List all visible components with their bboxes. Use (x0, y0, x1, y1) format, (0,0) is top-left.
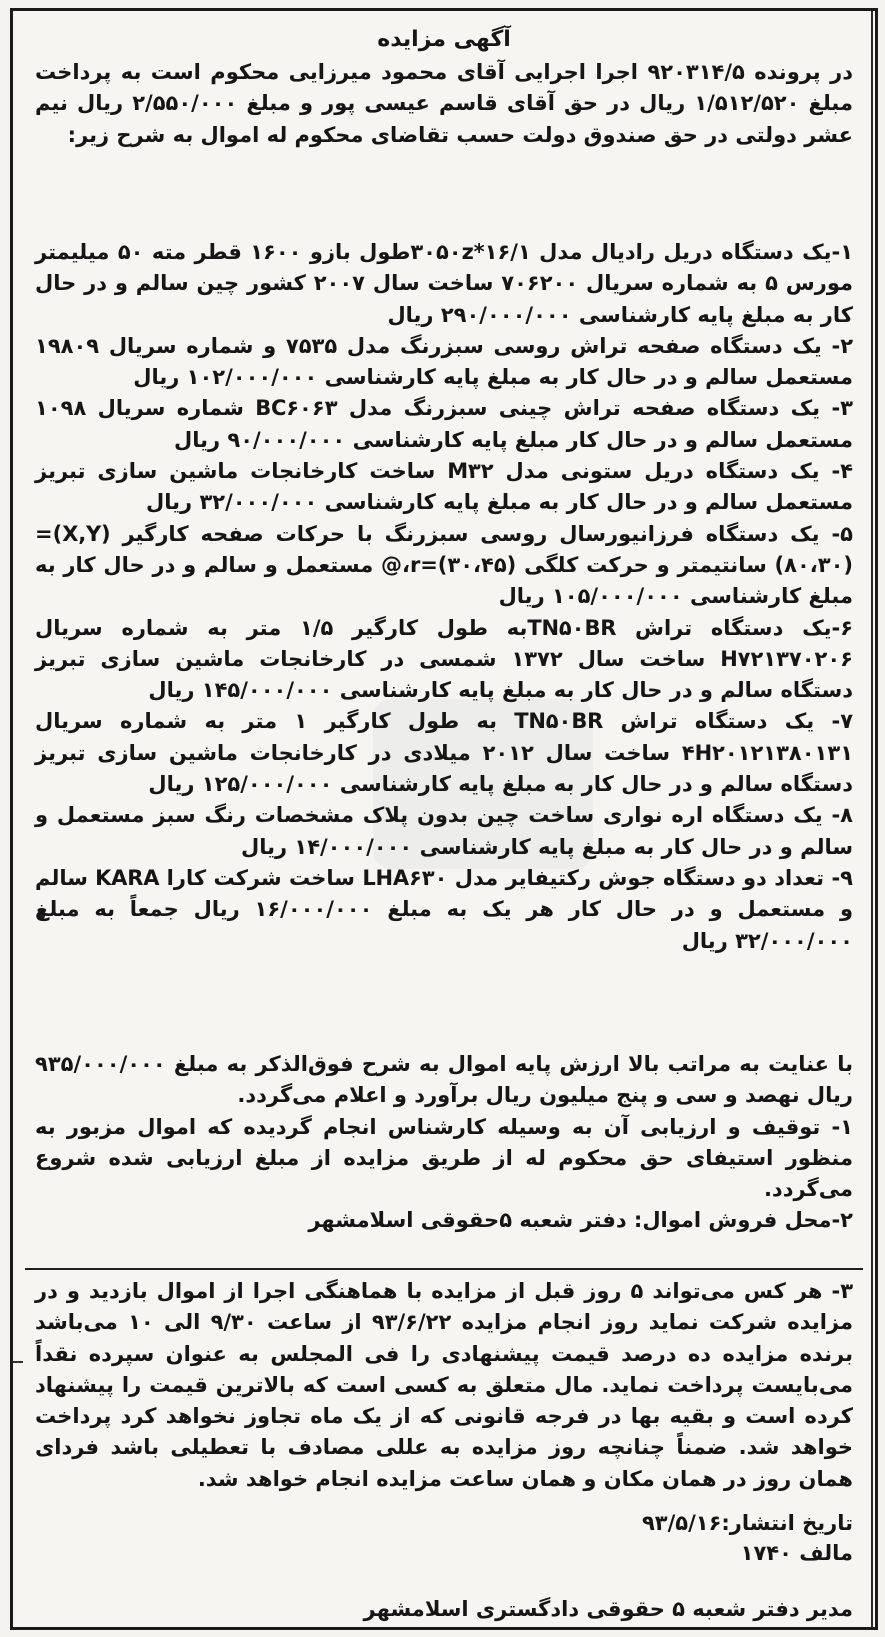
list-item: ۴- یک دستگاه دریل ستونی مدل M۳۲ ساخت کارخانجات ماشین سازی تبریز مستعمل سالم و در حال کار به مبلغ پایه کارشناسی ۳۲/۰۰۰/۰۰۰ ریال (35, 459, 853, 515)
total-paragraph: با عنایت به مراتب بالا ارزش پایه اموال به شرح فوق‌الذکر به مبلغ ۹۳۵/۰۰۰/۰۰۰ ریال نهصد و سی و پنج میلیون ریال برآورد و اعلام می‌گردد. (35, 1052, 853, 1108)
publish-date: تاریخ انتشار:۹۳/۵/۱۶ (641, 1511, 853, 1535)
malef-number: مالف ۱۷۴۰ (740, 1541, 853, 1565)
list-item: ۲- یک دستگاه صفحه تراش روسی سبزرنگ مدل ۷۵۳۵ و شماره سریال ۱۹۸۰۹ مستعمل سالم و در حال کار به مبلغ پایه کارشناسی ۱۰۲/۰۰۰/۰۰۰ ریال (35, 333, 854, 390)
margin-dash (13, 1361, 23, 1363)
list-item: ۱-یک دستگاه دریل رادیال مدل ۱۶/۱*۳۰۵۰zطول بازو ۱۶۰۰ قطر مته ۵۰ میلیمتر مورس ۵ به شماره سریال ۷۰۶۲۰۰ ساخت سال ۲۰۰۷ کشور چین سالم و در حال کار به مبلغ پایه کارشناسی ۲۹۰/۰۰۰/۰۰۰ ریال (35, 240, 854, 327)
clause-3: ۳- هر کس می‌تواند ۵ روز قبل از مزایده با هماهنگی اجرا از اموال بازدید و در مزایده شرکت نماید روز انجام مزایده ۹۳/۶/۲۲ از ساعت ۹/۳۰ الی ۱۰ می‌باشد برنده مزایده ده درصد قیمت پیشنهادی را فی المجلس به عنوان سپرده نقداً می‌بایست پرداخت نماید. مال متعلق به کسی است که بالاترین قیمت را پیشنهاد کرده است و بقیه بها در فرجه قانونی که از یک ماه تجاوز نخواهد کرد پرداخت خواهد شد. ضمناً چنانچه روز مزایده به عللی مصادف با تعطیلی باشد فردای همان روز در همان مکان و همان ساعت مزایده انجام خواهد شد. (35, 1279, 854, 1491)
terms-section (35, 1276, 853, 1495)
items-list (35, 237, 853, 957)
list-item: ۵- یک دستگاه فرزانیورسال روسی سبزرنگ با حرکات صفحه کارگیر (X,Y)=(۸۰،۳۰) سانتیمتر و حرکت کلگی (۳۰،۴۵)=r،@ مستعمل و سالم و در حال کار به مبلغ کارشناسی ۱۰۵/۰۰۰/۰۰۰ ریال (35, 521, 854, 609)
clause-2: ۲-محل فروش اموال: دفتر شعبه ۵حقوقی اسلامشهر (308, 1208, 853, 1233)
list-item: ۶-یک دستگاه تراش TN۵۰BRبه طول کارگیر ۱/۵ متر به شماره سریال H۷۲۱۳۷۰۲۰۶ ساخت سال ۱۳۷۲ شمسی در کارخانجات ماشین سازی تبریز دستگاه سالم و در حال کار به مبلغ پایه کارشناسی ۱۴۵/۰۰۰/۰۰۰ ریال (35, 615, 854, 703)
section-divider (25, 1268, 863, 1270)
notice-frame (10, 8, 878, 1630)
intro-paragraph: در پرونده ۹۲۰۳۱۴/۵ اجرا اجرایی آقای محمود میرزایی محکوم است به پرداخت مبلغ ۱/۵۱۲/۵۲۰ ریال در حق آقای قاسم عیسی پور و مبلغ ۲/۵۵۰/۰۰۰ ریال نیم عشر دولتی در حق صندوق دولت حسب تقاضای محکوم له اموال به شرح زیر: (35, 60, 853, 147)
list-item: ۷- یک دستگاه تراش TN۵۰BR به طول کارگیر ۱ متر به شماره سریال ۴H۲۰۱۲۱۳۸۰۱۳۱ ساخت سال ۲۰۱۲ میلادی در کارخانجات ماشین سازی تبریز دستگاه سالم و در حال کار به مبلغ پایه کارشناسی ۱۲۵/۰۰۰/۰۰۰ ریال (35, 709, 854, 797)
list-item: ۳- یک دستگاه صفحه تراش چینی سبزرنگ مدل BC۶۰۶۳ شماره سریال ۱۰۹۸ مستعمل سالم و در حال کار مبلغ پایه کارشناسی ۹۰/۰۰۰/۰۰۰ ریال (35, 396, 853, 452)
notice-intro (35, 57, 853, 151)
clause-1: ۱- توقیف و ارزیابی آن به وسیله کارشناس انجام گردیده که اموال مزبور به منظور استیفای حق محکوم له از طریق مزایده از مبلغ ارزیابی شده شروع می‌گردد. (35, 1114, 853, 1202)
signature-line: مدیر دفتر شعبه ۵ حقوقی دادگستری اسلامشهر (363, 1597, 853, 1621)
notice-title: آگهی مزایده (377, 27, 511, 52)
frame-rule (871, 11, 873, 1627)
list-item: ۹- تعداد دو دستگاه جوش رکتیفایر مدل LHA۶۳۰ ساخت شرکت کارا KARA سالم و مستعمل و در حال کار هر یک به مبلغ ۱۶/۰۰۰/۰۰۰ ریال جمعاً به مبلغ ۳۲/۰۰۰/۰۰۰ ریال (35, 865, 854, 953)
list-item: ۸- یک دستگاه اره نواری ساخت چین بدون پلاک مشخصات رنگ سبز مستعمل و سالم و در حال کار به مبلغ پایه کارشناسی ۱۴/۰۰۰/۰۰۰ ریال (35, 803, 853, 859)
valuation-section (35, 1049, 853, 1237)
